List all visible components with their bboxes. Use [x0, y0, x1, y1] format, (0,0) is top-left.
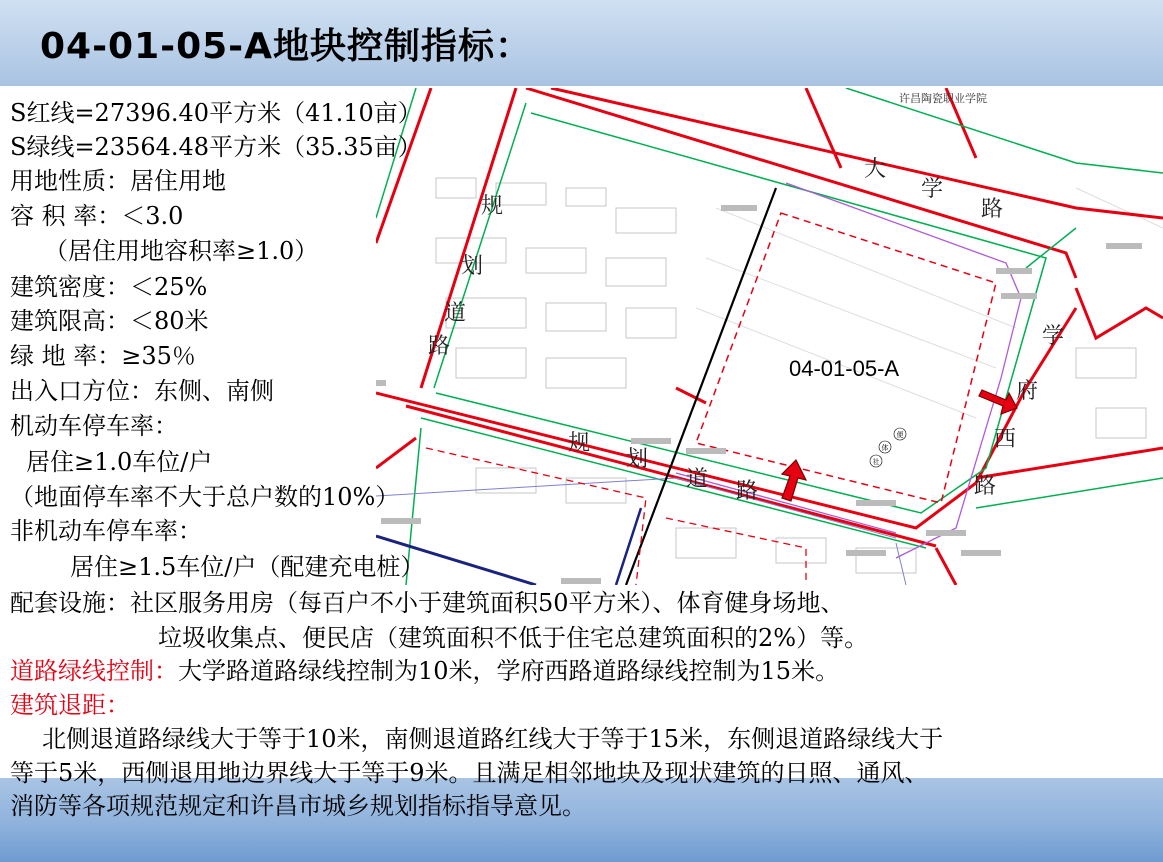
parcel-label: 04-01-05-A — [789, 356, 900, 381]
road-daxue-char-2: 学 — [921, 177, 944, 202]
spec-green-ratio: 绿 地 率：≥35％ — [10, 342, 196, 370]
spec-far: 容 积 率：＜3.0 — [10, 202, 184, 230]
spec-motor-parking-label: 机动车停车率： — [10, 412, 178, 440]
road-xuefu-char-3: 西 — [994, 427, 1017, 452]
road-green-label: 道路绿线控制： — [10, 657, 178, 685]
spec-motor-parking-note: （地面停车率不大于总户数的10%） — [10, 483, 400, 511]
spec-far-note: （居住用地容积率≥1.0） — [44, 237, 319, 265]
road-xuefu-char-2: 府 — [1016, 379, 1039, 404]
facilities-line-1: 配套设施：社区服务用房（每百户不小于建筑面积50平方米）、体育健身场地、 — [10, 589, 845, 617]
setback-label: 建筑退距： — [10, 691, 130, 719]
facility-mark-community: 社 — [872, 458, 880, 466]
spec-red-line-area: S红线=27396.40平方米（41.10亩） — [10, 99, 422, 127]
spec-motor-parking-value: 居住≥1.0车位/户 — [26, 448, 213, 476]
road-green-text: 大学路道路绿线控制为10米，学府西路道路绿线控制为15米。 — [178, 657, 840, 685]
setback-line-3: 消防等各项规范规定和许昌市城乡规划指标指导意见。 — [10, 792, 586, 820]
spec-bike-parking-label: 非机动车停车率： — [10, 517, 202, 545]
road-planned-v-char-1: 规 — [481, 194, 504, 219]
spec-entrance: 出入口方位：东侧、南侧 — [10, 377, 274, 405]
school-label: 许昌陶瓷职业学院 — [899, 92, 987, 105]
road-planned-h-char-4: 路 — [736, 479, 759, 504]
page-title: 04-01-05-A地块控制指标： — [40, 26, 532, 67]
spec-height: 建筑限高：＜80米 — [10, 307, 209, 335]
road-daxue-char-3: 路 — [981, 197, 1004, 222]
road-planned-h-char-2: 划 — [626, 447, 649, 472]
road-green-control — [10, 659, 839, 683]
facilities-line-2: 垃圾收集点、便民店（建筑面积不低于住宅总建筑面积的2%）等。 — [158, 624, 869, 652]
spec-land-use: 用地性质：居住用地 — [10, 167, 226, 195]
spec-green-line-area: S绿线=23564.48平方米（35.35亩） — [10, 133, 422, 161]
road-planned-h-char-3: 道 — [686, 467, 709, 492]
facility-mark-store: 便 — [896, 431, 904, 439]
road-xuefu-char-4: 路 — [974, 474, 997, 499]
setback-line-2: 等于5米，西侧退用地边界线大于等于9米。且满足相邻地块及现状建筑的日照、通风、 — [10, 759, 929, 787]
road-planned-v-char-4: 路 — [428, 334, 451, 359]
road-xuefu-char-1: 学 — [1042, 324, 1065, 349]
road-daxue-char-1: 大 — [864, 157, 887, 182]
road-planned-v-char-2: 划 — [461, 254, 484, 279]
footer-band — [0, 778, 1163, 862]
spec-coverage: 建筑密度：＜25% — [10, 273, 208, 301]
site-plan-map — [376, 88, 1163, 585]
spec-bike-parking-value: 居住≥1.5车位/户（配建充电桩） — [70, 553, 425, 581]
setback-line-1: 北侧退道路绿线大于等于10米，南侧退道路红线大于等于15米，东侧退道路绿线大于 — [42, 725, 944, 753]
road-planned-v-char-3: 道 — [444, 301, 467, 326]
facility-mark-sports: 体 — [881, 444, 889, 452]
road-planned-h-char-1: 规 — [568, 431, 591, 456]
